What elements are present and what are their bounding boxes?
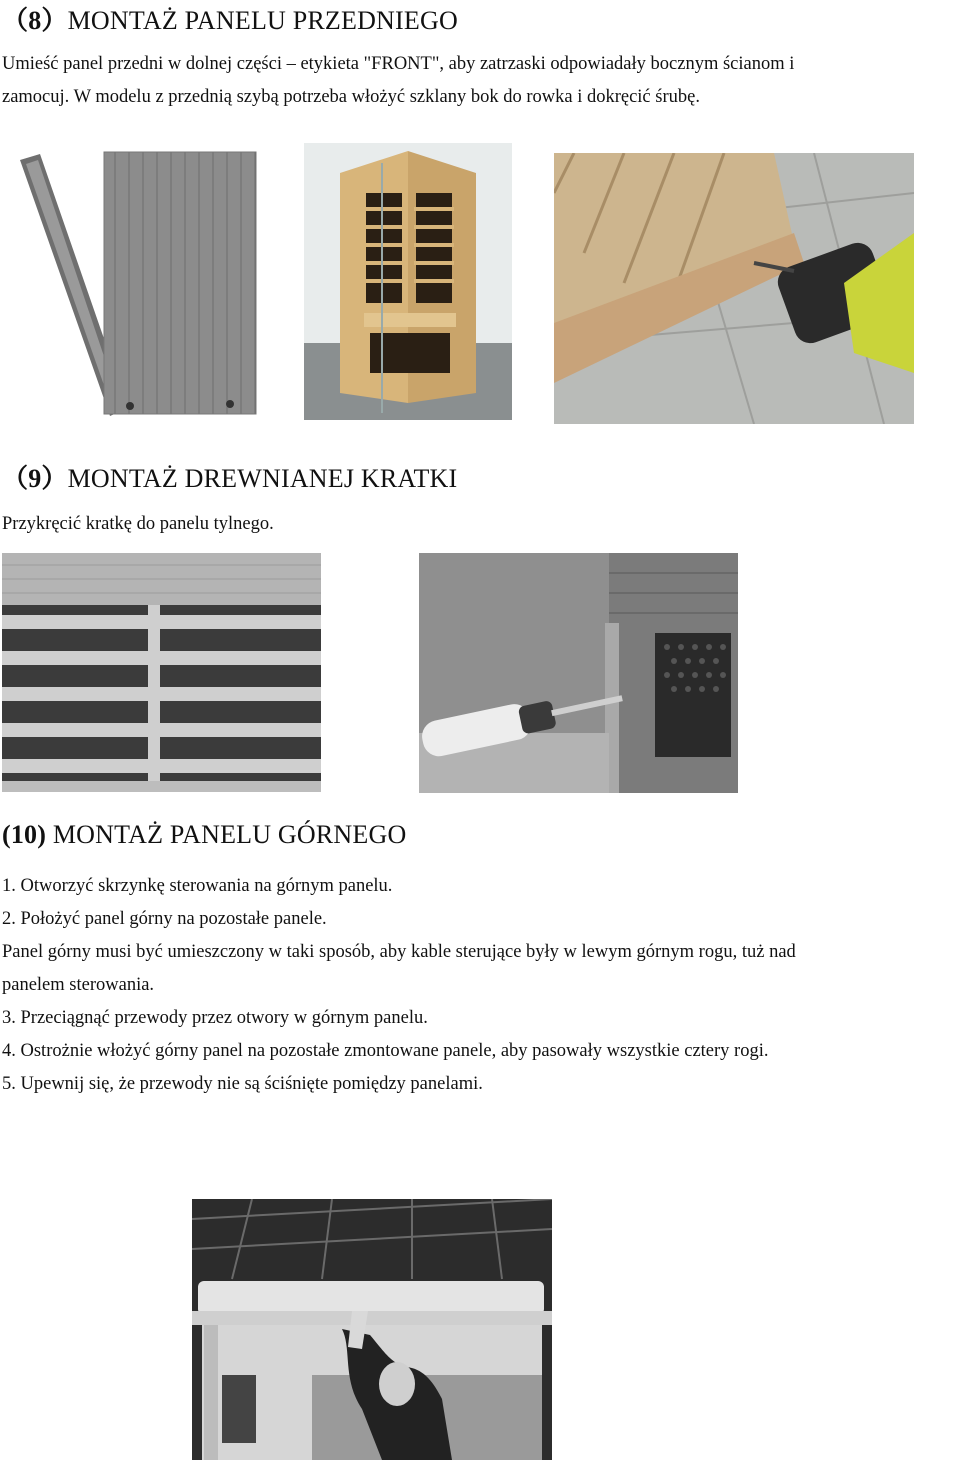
section-10-heading (2, 820, 406, 850)
section-10-line: 1. Otworzyć skrzynkę sterowania na górnym panelu. (2, 876, 393, 896)
section-10-line: 2. Położyć panel górny na pozostałe panele. (2, 909, 327, 929)
drill-screw-photo (554, 153, 914, 424)
section-9-number: （9） (2, 464, 68, 493)
section-10-line: 5. Upewnij się, że przewody nie są ściśnięte pomiędzy panelami. (2, 1074, 483, 1094)
section-8-body (2, 48, 960, 114)
section-8-line: Umieść panel przedni w dolnej części – etykieta "FRONT", aby zatrzaski odpowiadały bocznym ścianom i (2, 54, 795, 74)
section-8-line: zamocuj. W modelu z przednią szybą potrzeba włożyć szklany bok do rowka i dokręcić śrubę. (2, 87, 700, 107)
sauna-cabin-photo (304, 143, 512, 420)
section-10-number: (10) (2, 820, 47, 849)
section-10-line: 3. Przeciągnąć przewody przez otwory w górnym panelu. (2, 1008, 428, 1028)
section-10-line: Panel górny musi być umieszczony w taki sposób, aby kable sterujące były w lewym górnym rogu, tuż nad (2, 942, 796, 962)
section-10-body (2, 870, 960, 1101)
front-panel-photo (18, 150, 263, 420)
wooden-grate-photo (2, 553, 321, 792)
top-panel-install-photo (192, 1199, 552, 1460)
section-9-title: MONTAŻ DREWNIANEJ KRATKI (67, 464, 458, 493)
section-10-line: panelem sterowania. (2, 975, 155, 995)
section-10-line: 4. Ostrożnie włożyć górny panel na pozostałe zmontowane panele, aby pasowały wszystkie cztery rogi. (2, 1041, 769, 1061)
section-9-heading (2, 458, 457, 495)
section-8-title: MONTAŻ PANELU PRZEDNIEGO (67, 6, 458, 35)
section-9-text: Przykręcić kratkę do panelu tylnego. (2, 514, 274, 534)
section-8-heading (2, 0, 458, 37)
section-10-title: MONTAŻ PANELU GÓRNEGO (46, 820, 407, 849)
screwdriver-grate-photo (419, 553, 738, 793)
section-8-number: （8） (2, 6, 68, 35)
